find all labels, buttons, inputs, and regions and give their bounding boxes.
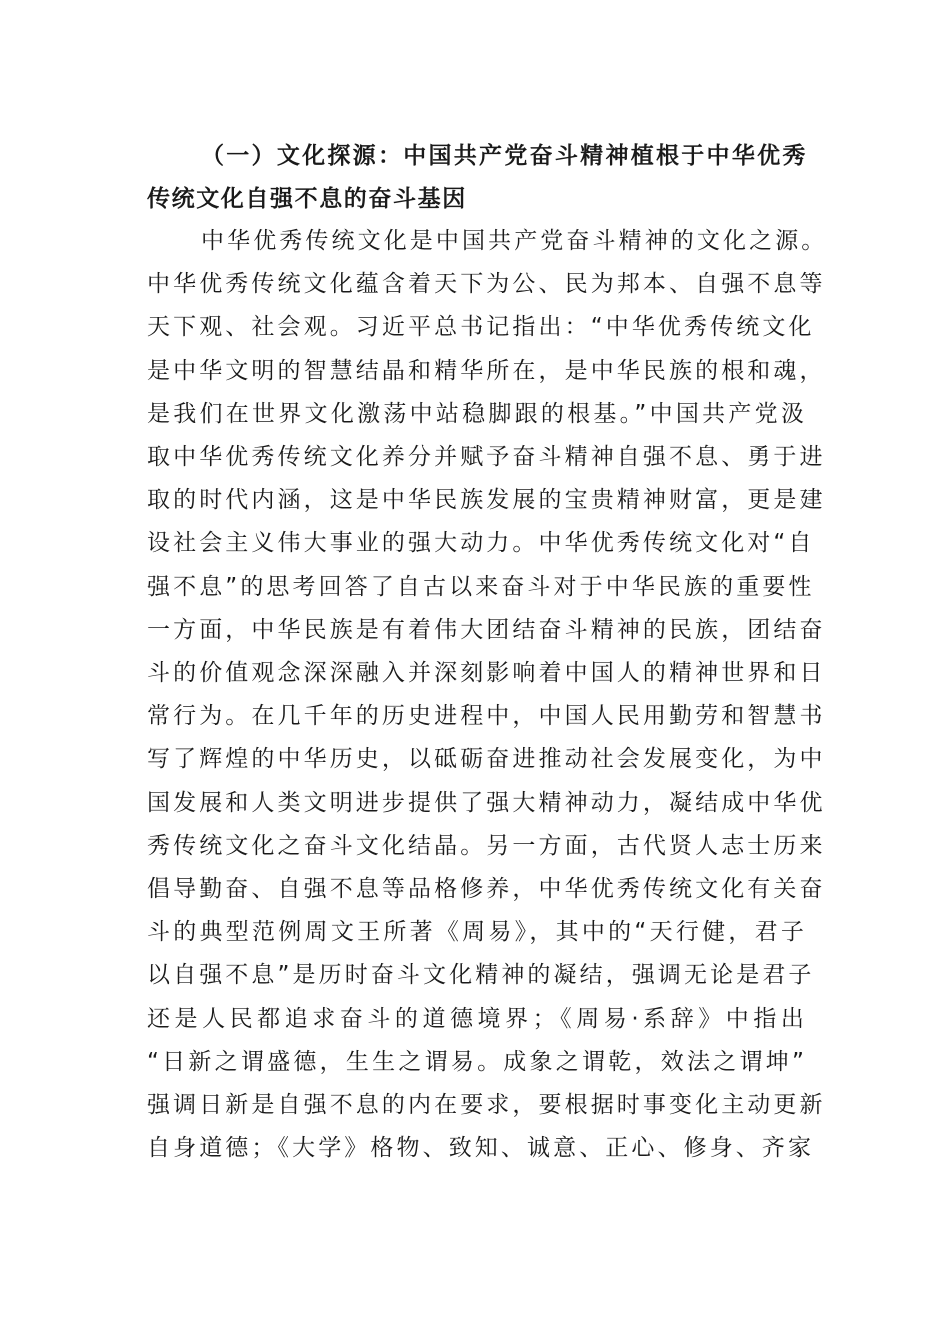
paragraph-line: 天下观、社会观。习近平总书记指出：“中华优秀传统文化	[147, 314, 815, 341]
paragraph-line: 取中华优秀传统文化养分并赋予奋斗精神自强不息、勇于进	[147, 444, 826, 471]
paragraph-line: 是中华文明的智慧结晶和精华所在，是中华民族的根和魂，	[147, 357, 826, 384]
paragraph-line: 常行为。在几千年的历史进程中，中国人民用勤劳和智慧书	[147, 703, 826, 730]
paragraph-line: 强调日新是自强不息的内在要求，要根据时事变化主动更新	[147, 1092, 826, 1119]
paragraph-line: 自身道德；《大学》格物、致知、诚意、正心、修身、齐家	[147, 1135, 815, 1162]
paragraph-line: 设社会主义伟大事业的强大动力。中华优秀传统文化对“自	[147, 530, 815, 557]
section-heading	[147, 134, 807, 220]
heading-line: （一）文化探源：中国共产党奋斗精神植根于中华优秀	[201, 142, 807, 169]
paragraph-line: “日新之谓盛德，生生之谓易。成象之谓乾，效法之谓坤”	[147, 1048, 807, 1075]
paragraph-line: 写了辉煌的中华历史，以砥砺奋进推动社会发展变化，为中	[147, 746, 826, 773]
paragraph-line: 强不息”的思考回答了自古以来奋斗对于中华民族的重要性	[147, 573, 815, 600]
document-page	[147, 134, 828, 1170]
paragraph-line: 斗的价值观念深深融入并深刻影响着中国人的精神世界和日	[147, 660, 826, 687]
heading-line: 传统文化自强不息的奋斗基因	[147, 185, 467, 212]
paragraph-line: 中华优秀传统文化蕴含着天下为公、民为邦本、自强不息等	[147, 271, 826, 298]
paragraph-line: 斗的典型范例周文王所著《周易》，其中的“天行健，君子	[147, 919, 807, 946]
paragraph-line: 中华优秀传统文化是中国共产党奋斗精神的文化之源。	[201, 228, 828, 254]
paragraph-line: 是我们在世界文化激荡中站稳脚跟的根基。”中国共产党汲	[147, 400, 807, 427]
paragraph-line: 还是人民都追求奋斗的道德境界；《周易·系辞》中指出	[147, 1005, 807, 1032]
paragraph-line: 取的时代内涵，这是中华民族发展的宝贵精神财富，更是建	[147, 487, 826, 514]
paragraph-line: 倡导勤奋、自强不息等品格修养，中华优秀传统文化有关奋	[147, 876, 826, 903]
paragraph-line: 以自强不息”是历时奋斗文化精神的凝结，强调无论是君子	[147, 962, 815, 989]
body-paragraph	[147, 220, 828, 1170]
paragraph-line: 一方面，中华民族是有着伟大团结奋斗精神的民族，团结奋	[147, 616, 826, 643]
paragraph-line: 国发展和人类文明进步提供了强大精神动力，凝结成中华优	[147, 789, 826, 816]
paragraph-line: 秀传统文化之奋斗文化结晶。另一方面，古代贤人志士历来	[147, 832, 826, 859]
